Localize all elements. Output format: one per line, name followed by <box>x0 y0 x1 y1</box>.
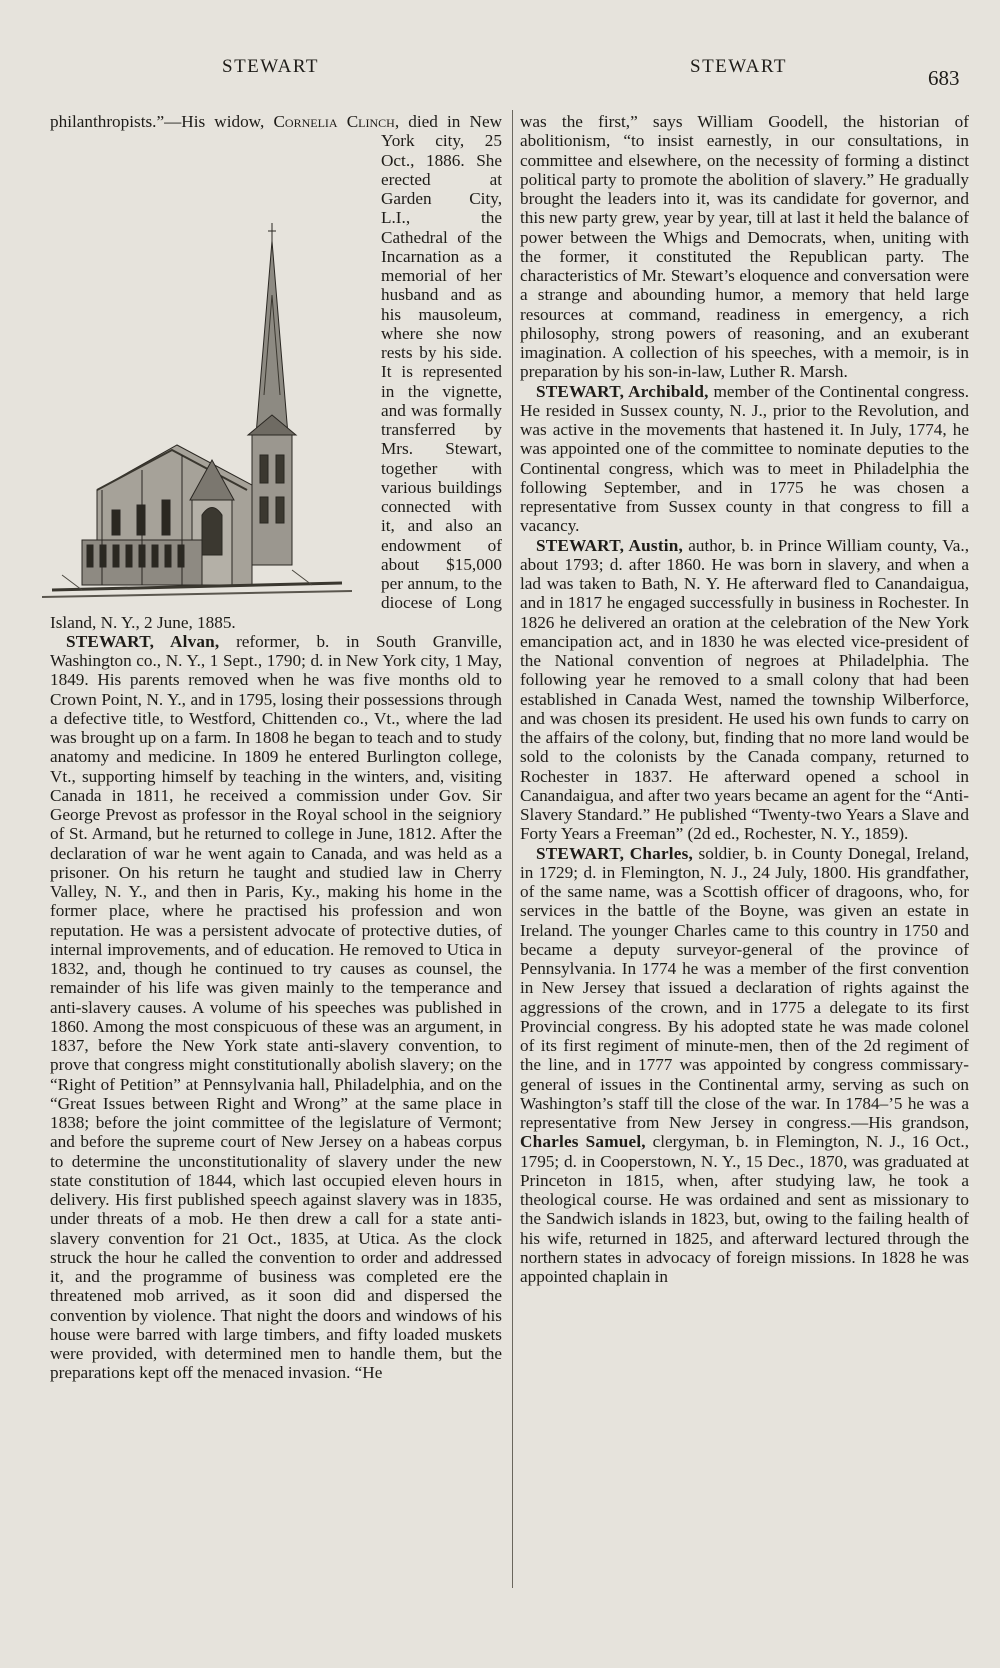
entry-austin-stewart <box>520 536 969 844</box>
entry-archibald-stewart <box>520 382 969 536</box>
column-divider <box>512 110 513 1588</box>
running-head-right: STEWART <box>690 56 787 77</box>
entry-text-alvan: reformer, b. in South Granville, Washington co., N. Y., 1 Sept., 1790; d. in New York city, 1 May, 1849. His parents removed when he was five months old to Crown Point, N. Y., and in 1795, losing their possessions through a defective title, to Westford, Chittenden co., Vt., where the lad was brought up on a farm. In 1808 he began to teach and to study anatomy and medicine. In 1809 he entered Burlington college, Vt., supporting himself by teaching in the winters, and, visiting Canada in 1811, he received a commission under Gov. Sir George Prevost as professor in the Royal school in the seigniory of St. Armand, but he returned to college in June, 1812. After the declaration of war he went again to Canada, and was held as a prisoner. On his return he taught and studied law in Cherry Valley, N. Y., and then in Paris, Ky., making his home in the former place, where he practised his profession and won reputation. He was a persistent advocate of protective duties, of internal improvements, and of education. He removed to Utica in 1832, and, though he continued to try causes as counsel, the remainder of his life was given mainly to the temperance and anti-slavery causes. A volume of his speeches was published in 1860. Among the most conspicuous of these was an argument, in 1837, before the New York state anti-slavery convention, to prove that congress might constitutionally abolish slavery; on the “Right of Petition” at Pennsylvania hall, Philadelphia, and on the “Great Issues between Right and Wrong” at the same place in 1838; before the joint committee of the legislature of Vermont; and before the supreme court of New Jersey on a habeas corpus to determine the unconstitutionality of slavery under the new state constitution of 1844, which last occupied eleven hours in delivery. His first published speech against slavery was in 1835, under threats of a mob. He then drew a call for a state anti-slavery convention for 21 Oct., 1835, at Utica. As the clock struck the hour he called the convention to order and addressed it, and the programme of business was completed ere the threatened mob arrived, as it soon did and dispersed the convention by violence. That night the doors and windows of his house were barred with large timbers, and fifty loaded muskets were provided, with determined men to handle them, but the preparations kept off the menaced invasion. “He <box>50 631 502 1383</box>
left-column <box>50 112 502 1383</box>
cathedral-engraving-icon <box>42 145 375 601</box>
entry-text-charles-samuel: clergyman, b. in Flemington, N. J., 16 Oct., 1795; d. in Cooperstown, N. Y., 15 Dec., 1870, was graduated at Princeton in 1815, when, after studying law, he took a theological course. He was ordained and sent as missionary to the Sandwich islands in 1823, but, owing to the failing health of his wife, returned in 1825, and afterward lectured through the northern states in advocacy of foreign missions. In 1828 he was appointed chaplain in <box>520 1132 970 1286</box>
widow-text-rest: , died in New York city, 25 Oct., 1886. She erected at Garden City, L.I., the Cathedral of the Incarnation as a memorial of her husband and as his mausoleum, where she now rests by his side. It is represented in the vignette, and was formally transferred by Mrs. Stewart, together with various buildings connected with it, and also an endowment of about $15,000 per annum, to the diocese of Long Island, N. Y., 2 June, 1885. <box>50 112 503 632</box>
page-number: 683 <box>928 66 960 90</box>
entry-text-charles: soldier, b. in County Donegal, Ireland, in 1729; d. in Flemington, N. J., 24 July, 1800. His grandfather, of the same name, was a Scottish officer of dragoons, who, for services in the battle of the Boyne, was given an estate in Ireland. The younger Charles came to this country in 1750 and became a deputy surveyor-general of the province of Pennsylvania. In 1774 he was a member of the first convention in New Jersey that issued a declaration of rights against the aggressions of the crown, and in 1775 a delegate to its first Provincial congress. By his adopted state he was made colonel of its first regiment of minute-men, then of the 2d regiment of the line, and in 1777 was appointed by congress commissary-general of issues in the Continental army, serving as such on Washington’s staff till the close of the war. In 1784–’5 he was a representative from New Jersey in congress.—His grandson, <box>520 843 969 1132</box>
entry-heading-charles: STEWART, Charles, <box>536 843 693 863</box>
widow-name: Cornelia Clinch <box>273 112 395 131</box>
cathedral-illustration <box>42 145 375 601</box>
entry-heading-archibald: STEWART, Archibald, <box>536 381 709 401</box>
entry-alvan-stewart <box>50 632 502 1383</box>
right-column <box>520 112 969 1286</box>
grandson-name: Charles Samuel, <box>520 1132 646 1152</box>
paragraph-alvan-continued: was the first,” says William Goodell, the historian of abolitionism, “to insist earnestly, in our consultations, in committee and elsewhere, on the necessity of forming a distinct political party to promote the abolition of slavery.” He gradually brought the leaders into it, was its candidate for governor, and this new party grew, year by year, till at last it held the balance of power between the Whigs and Democrats, when, uniting with the former, it constituted the Republican party. The characteristics of Mr. Stewart’s eloquence and conversation were a strange and abounding humor, a memory that held large resources at command, readiness in emergency, a rich philosophy, strong powers of reasoning, and an exuberant imagination. A collection of his speeches, with a memoir, is in preparation by his son-in-law, Luther R. Marsh. <box>520 112 969 382</box>
entry-text-austin: author, b. in Prince William county, Va., about 1793; d. after 1860. He was born in slavery, and when a lad was taken to Bath, N. Y. He afterward fled to Canandaigua, and in 1817 he engaged successfully in business in Rochester. In 1826 he delivered an oration at the celebration of the New York emancipation act, and in 1830 he was elected vice-president of the National convention of negroes at Philadelphia. The following year he removed to a small colony that had been established in Canada West, named the township Wilberforce, and was chosen its president. He used his own funds to carry on the affairs of the colony, but, finding that no more land would be sold to the colonists by the Canada company, returned to Rochester in 1837. He afterward opened a school in Canandaigua, and after two years became an agent for the “Anti-Slavery Standard.” He published “Twenty-two Years a Slave and Forty Years a Freeman” (2d ed., Rochester, N. Y., 1859). <box>520 535 969 844</box>
entry-heading-alvan: STEWART, Alvan, <box>66 631 220 651</box>
widow-text-start: philanthropists.”—His widow, <box>50 112 274 131</box>
paragraph-widow <box>50 112 502 632</box>
entry-charles-stewart <box>520 844 969 1287</box>
entry-heading-austin: STEWART, Austin, <box>536 535 683 555</box>
running-head-left: STEWART <box>222 56 319 77</box>
entry-text-archibald: member of the Continental congress. He resided in Sussex county, N. J., prior to the Revolution, and was active in the movements that hastened it. In July, 1774, he was appointed one of the committee to nominate deputies to the Continental congress, which was to meet in Philadelphia the following September, and in 1775 he was chosen a representative from Sussex county in that congress to fill a vacancy. <box>520 381 969 536</box>
